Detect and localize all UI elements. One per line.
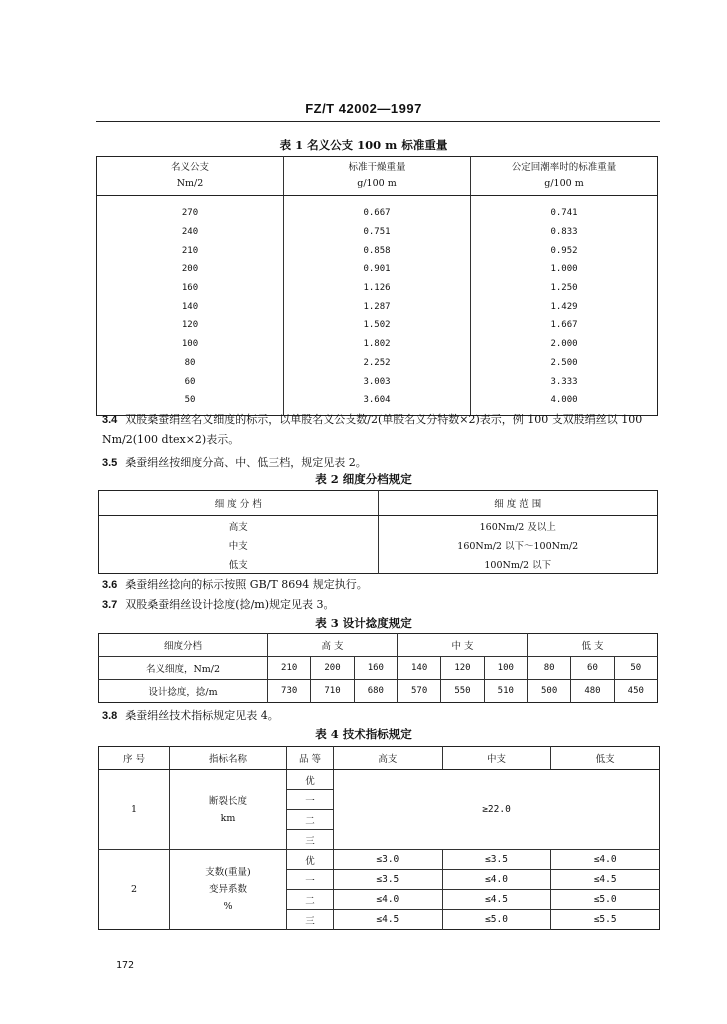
- table4-header-row: [99, 747, 660, 770]
- table2-caption: 表 2 细度分档规定: [315, 472, 412, 486]
- table-cell: 510: [484, 680, 527, 703]
- header-rule: [96, 121, 660, 122]
- table4: [98, 746, 660, 930]
- table-row: [97, 260, 658, 279]
- table-cell: 3.003: [284, 372, 471, 391]
- table-cell: 3.604: [284, 391, 471, 415]
- table-cell: 160: [354, 657, 397, 680]
- table4-header-cell: 高支: [334, 747, 443, 770]
- table3: [98, 633, 658, 703]
- table-cell: 160Nm/2 及以上: [479, 521, 556, 533]
- table-row: [99, 516, 658, 536]
- table-cell: 50: [97, 391, 284, 415]
- table-cell: ≤4.0: [442, 870, 551, 890]
- clause-text: 桑蚕绢丝捻向的标示按照 GB/T 8694 规定执行。: [125, 578, 368, 591]
- grade-cell: 优: [287, 770, 334, 790]
- clause-text: 双股桑蚕绢丝设计捻度(捻/m)规定见表 3。: [125, 598, 335, 611]
- table-cell: 0.741: [550, 208, 578, 219]
- clause-number: 3.6: [102, 579, 118, 591]
- table3-caption: 表 3 设计捻度规定: [315, 616, 412, 630]
- table1-caption: 表 1 名义公支 100 m 标准重量: [279, 138, 448, 152]
- table-cell: 100Nm/2 以下: [484, 559, 552, 571]
- table-row: [97, 297, 658, 316]
- table-cell: 270: [97, 196, 284, 223]
- clause-number: 3.4: [102, 414, 118, 426]
- table1-header-row: [97, 157, 658, 196]
- clause-number: 3.8: [102, 710, 118, 722]
- table-cell: 1.502: [284, 316, 471, 335]
- table-cell: 80: [97, 354, 284, 373]
- table-cell: 120: [441, 657, 484, 680]
- item-name-breaking-length: 断裂长度 km: [170, 770, 287, 850]
- item-name-count-cv: 支数(重量) 变异系数 %: [170, 850, 287, 930]
- table-cell: 240: [97, 223, 284, 242]
- table-row: [97, 316, 658, 335]
- table-cell: 1.000: [550, 264, 578, 275]
- clause-text: 桑蚕绢丝按细度分高、中、低三档，规定见表 2。: [125, 456, 367, 469]
- table-cell: 100: [484, 657, 527, 680]
- standard-code: FZ/T 42002—1997: [305, 101, 422, 116]
- table4-header-cell: 指标名称: [170, 747, 287, 770]
- table-row: [97, 354, 658, 373]
- table-cell: 中支: [99, 535, 379, 554]
- table4-header-cell: 中支: [442, 747, 551, 770]
- table-row: [97, 372, 658, 391]
- clause-3-8: [102, 706, 658, 726]
- table-cell: 140: [97, 297, 284, 316]
- table4-caption: 表 4 技术指标规定: [315, 727, 412, 741]
- table-row: [99, 554, 658, 574]
- group-header-low: 低 支: [527, 634, 657, 657]
- table-cell: 1.667: [550, 320, 578, 331]
- table-cell: 1.429: [550, 301, 578, 312]
- table-cell: 1.250: [550, 283, 578, 294]
- table-cell: 680: [354, 680, 397, 703]
- table4-header-cell: 品 等: [287, 747, 334, 770]
- table-cell: 100: [97, 335, 284, 354]
- table-cell: 1.126: [284, 279, 471, 298]
- table-row: [97, 279, 658, 298]
- grade-cell: 优: [287, 850, 334, 870]
- table-row: [97, 241, 658, 260]
- clause-3-4: [102, 410, 658, 449]
- table-cell: ≤5.0: [442, 910, 551, 930]
- clause-3-6: [102, 575, 658, 595]
- row-label: 细度分档: [99, 634, 268, 657]
- table-cell: 60: [571, 657, 614, 680]
- table-cell: ≤4.5: [334, 910, 443, 930]
- grade-cell: 二: [287, 810, 334, 830]
- table-cell: 4.000: [550, 395, 578, 406]
- table-cell: ≤3.0: [334, 850, 443, 870]
- table-cell: 2.000: [550, 339, 578, 350]
- table-cell: ≤3.5: [334, 870, 443, 890]
- group-header-high: 高 支: [268, 634, 398, 657]
- table-cell: 0.833: [550, 227, 578, 238]
- table3-twist-row: [99, 680, 658, 703]
- table-cell: 3.333: [550, 376, 578, 387]
- table-cell: 120: [97, 316, 284, 335]
- breaking-length-value: ≥22.0: [334, 770, 660, 850]
- table-row: [97, 223, 658, 242]
- table2-header-row: [99, 491, 658, 516]
- table1-header-cell: 名义公支 Nm/2: [97, 157, 284, 196]
- table2-header-cell: 细 度 范 围: [378, 491, 658, 516]
- table-cell: 450: [627, 686, 644, 696]
- table-cell: ≤4.5: [551, 870, 660, 890]
- table-row: [97, 196, 658, 223]
- grade-cell: 二: [287, 890, 334, 910]
- table-row: [99, 535, 658, 554]
- table-cell: 160Nm/2 以下～100Nm/2: [457, 540, 579, 552]
- table-cell: ≤3.5: [442, 850, 551, 870]
- table1-header-cell: 标准干燥重量 g/100 m: [284, 157, 471, 196]
- table-cell: 550: [441, 680, 484, 703]
- table-cell: 730: [268, 680, 311, 703]
- table-cell: 210: [268, 657, 311, 680]
- table-cell: ≤4.0: [334, 890, 443, 910]
- clause-3-5: [102, 453, 658, 473]
- table3-fineness-row: [99, 657, 658, 680]
- grade-cell: 三: [287, 910, 334, 930]
- table4-header-cell: 序 号: [99, 747, 170, 770]
- table-cell: ≤4.5: [442, 890, 551, 910]
- table-cell: 140: [397, 657, 440, 680]
- table-cell: 0.858: [284, 241, 471, 260]
- table-cell: 500: [527, 680, 570, 703]
- grade-cell: 一: [287, 870, 334, 890]
- table-cell: ≤4.0: [551, 850, 660, 870]
- table-cell: 80: [527, 657, 570, 680]
- grade-cell: 三: [287, 830, 334, 850]
- table1-header-cell: 公定回潮率时的标准重量 g/100 m: [471, 157, 658, 196]
- table-row: [99, 770, 660, 790]
- grade-cell: 一: [287, 790, 334, 810]
- row-label: 名义细度，Nm/2: [99, 657, 268, 680]
- table-cell: 0.952: [550, 245, 578, 256]
- row-label: 设计捻度，捻/m: [99, 680, 268, 703]
- table-cell: 0.901: [284, 260, 471, 279]
- table-cell: 高支: [99, 516, 379, 536]
- table-cell: 2.252: [284, 354, 471, 373]
- table-cell: 200: [311, 657, 354, 680]
- table-cell: ≤5.0: [551, 890, 660, 910]
- table4-header-cell: 低支: [551, 747, 660, 770]
- table-cell: 0.751: [284, 223, 471, 242]
- table-cell: 低支: [99, 554, 379, 574]
- table-row: [97, 335, 658, 354]
- table-cell: 570: [397, 680, 440, 703]
- table-cell: 210: [97, 241, 284, 260]
- table1: [96, 156, 658, 416]
- table-row: [99, 850, 660, 870]
- table-cell: 200: [97, 260, 284, 279]
- clause-text: 桑蚕绢丝技术指标规定见表 4。: [125, 709, 279, 722]
- page-number: 172: [116, 960, 135, 971]
- item-number: 2: [99, 850, 170, 930]
- table2-header-cell: 细 度 分 档: [99, 491, 379, 516]
- table-cell: 2.500: [550, 357, 578, 368]
- clause-3-7: [102, 595, 658, 615]
- clause-text: 双股桑蚕绢丝名义细度的标示，以单股名义公支数/2(单股名义分特数×2)表示，例 100 支双股绢丝以 100 Nm/2(100 dtex×2)表示。: [102, 413, 643, 446]
- table-cell: 0.667: [284, 196, 471, 223]
- table-cell: ≤5.5: [593, 914, 617, 925]
- group-header-mid: 中 支: [397, 634, 527, 657]
- table-cell: 160: [97, 279, 284, 298]
- clause-number: 3.5: [102, 457, 118, 469]
- table-cell: 710: [311, 680, 354, 703]
- clause-number: 3.7: [102, 599, 118, 611]
- table-cell: 50: [614, 657, 657, 680]
- table2: [98, 490, 658, 574]
- table-cell: 1.287: [284, 297, 471, 316]
- table-cell: 60: [97, 372, 284, 391]
- table3-group-row: [99, 634, 658, 657]
- table-cell: 1.802: [284, 335, 471, 354]
- item-number: 1: [99, 770, 170, 850]
- table-cell: 480: [571, 680, 614, 703]
